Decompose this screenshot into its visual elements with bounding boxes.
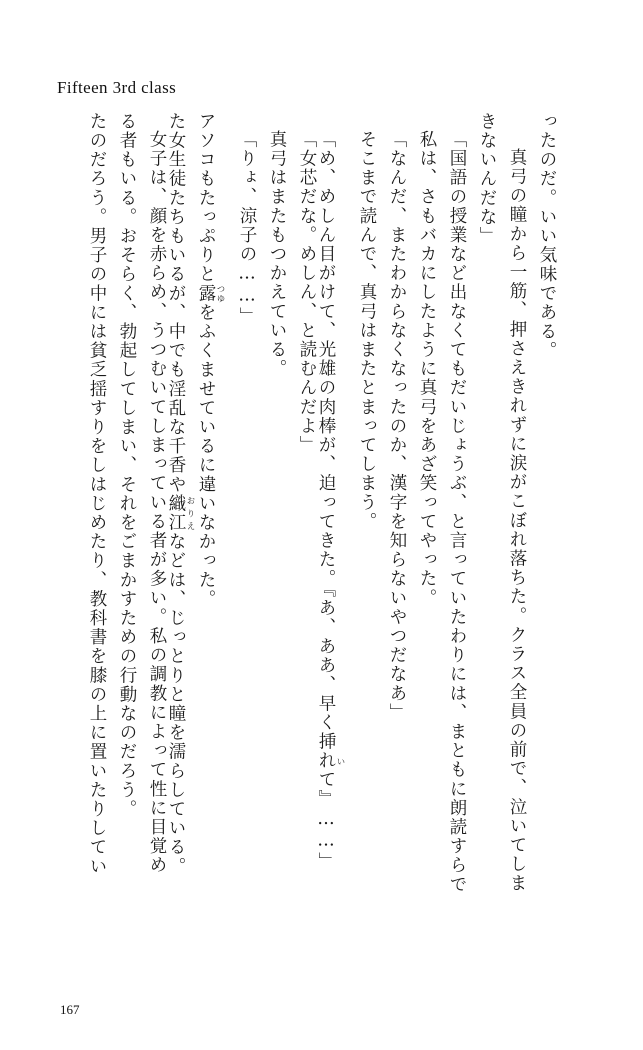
text-column: 私は、さもバカにしたように真弓をあざ笑ってやった。 <box>417 130 437 608</box>
text-column: 「女芯だな。めしん、と読むんだよ」 <box>297 130 317 455</box>
vertical-text-block <box>75 112 595 982</box>
text-column: 「りょ、涼子の……」 <box>237 130 257 326</box>
text-column: たのだろう。男子の中には貧乏揺すりをしはじめたり、教科書を膝の上に置いたりしてい <box>87 112 107 876</box>
text-column: 「なんだ、またわからなくなったのか、漢字を知らないやつだなあ」 <box>387 130 407 723</box>
text-column: そこまで読んで、真弓はまたとまってしまう。 <box>357 130 377 532</box>
text-column: 「め、めしん目がけて、光雄の肉棒が、迫ってきた。『あ、ああ、早く挿れて い』……」 <box>316 130 345 872</box>
text-column: きないんだな」 <box>477 112 497 246</box>
page-number: 167 <box>60 1002 80 1017</box>
text-column: た女生徒たちもいるが、中でも淫乱な千香や織江 おりえなどは、じっとりと瞳を濡らしている。 <box>166 112 195 877</box>
text-column: 真弓の瞳から一筋、押さえきれずに涙がこぼれ落ちた。クラス全員の前で、泣いてしま <box>507 148 527 893</box>
text-column: アソコもたっぷりと露 つゆをふくませているに違いなかった。 <box>196 112 225 609</box>
text-column: 「国語の授業など出なくてもだいじょうぶ、と言っていたわりには、まともに朗読すらで <box>447 130 467 894</box>
text-column: る者もいる。おそらく、勃起してしまい、それをごまかすための行動なのだろう。 <box>117 112 137 819</box>
running-head: Fifteen 3rd class <box>57 78 177 97</box>
text-column: ったのだ。いい気味である。 <box>537 112 557 361</box>
text-column: 真弓はまたもつかえている。 <box>267 130 287 379</box>
text-column: 女子は、顔を赤らめ、うつむいてしまっている者が多い。私の調教によって性に目覚め <box>147 130 167 875</box>
